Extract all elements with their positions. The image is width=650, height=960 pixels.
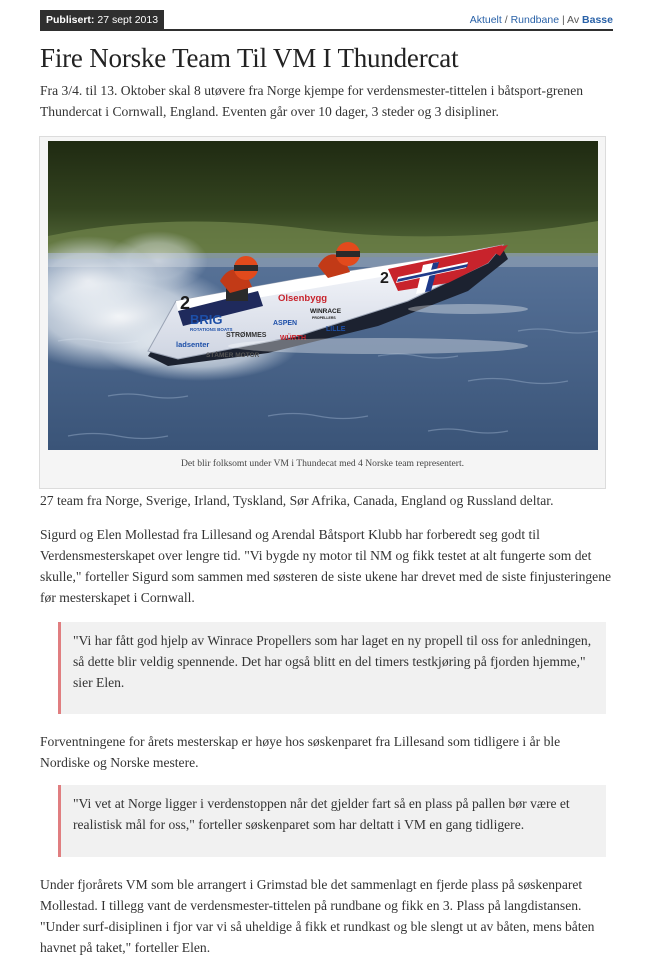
paragraph-expectations: Forventningene for årets mesterskap er høye hos søskenparet fra Lillesand som tidligere i år ble Nordiske og Norske mestere. [40, 734, 561, 770]
pull-quote: "Vi vet at Norge ligger i verdenstoppen når det gjelder fart så en plass på pallen bør være et realistisk mål for oss," forteller søskenparet som har deltatt i VM en gang tidligere. [58, 785, 606, 857]
paragraph-participants: 27 team fra Norge, Sverige, Irland, Tyskland, Sør Afrika, Canada, England og Russland deltar. [40, 493, 554, 508]
published-badge [40, 10, 164, 30]
hull-sponsor-1: Olsenbygg [278, 293, 328, 304]
hull-sponsor-2: STRØMMES [226, 332, 267, 339]
byline-label: Av [567, 14, 580, 26]
hull-sponsor-7: LILLE [326, 326, 346, 333]
paragraph-preparation: Sigurd og Elen Mollestad fra Lillesand og Arendal Båtsport Klubb har forberedt seg godt til Verdensmesterskapet over lengre tid. "Vi bygde ny motor til NM og fikk testet at alt fungerte som det skulle," forteller Sigurd som sammen med søsteren de siste ukene har drevet med de siste finjusteringene før mesterskapet i Cornwall. [40, 527, 612, 605]
pull-quote: "Vi har fått god hjelp av Winrace Propellers som har laget en ny propell til oss for anledningen, så dette blir veldig spennende. Det har også blitt en del timers testkjøring på fjorden hjemme," sier Elen. [58, 622, 606, 714]
byline-pipe: | [561, 14, 565, 26]
hull-number-rear: 2 [180, 293, 191, 313]
article-figure [39, 136, 606, 489]
hull-sponsor-3: ASPEN [273, 320, 298, 327]
category-link-rundbane[interactable]: Rundbane [510, 14, 560, 26]
breadcrumb-separator: / [504, 14, 508, 26]
author-link[interactable]: Basse [582, 14, 613, 26]
published-date: 27 sept 2013 [97, 14, 159, 26]
article-lead: Fra 3/4. til 13. Oktober skal 8 utøvere fra Norge kjempe for verdensmester-tittelen i båtsport-grenen Thundercat i Cornwall, England. Eventen går over 10 dager, 3 steder og 3 disipliner. [40, 83, 584, 119]
photo-caption: Det blir folksomt under VM i Thundecat med 4 Norske team representert. [180, 458, 465, 469]
hull-sponsor-4-sub: PROPELLERS [312, 316, 336, 320]
hull-brand-sub: ROTATIONS BOATS [190, 327, 233, 332]
byline [470, 12, 613, 28]
article-meta-bar [40, 10, 613, 31]
boat-photo [48, 141, 598, 450]
article-title: Fire Norske Team Til VM I Thundercat [40, 43, 459, 73]
hull-sponsor-5: ladsenter [176, 340, 210, 349]
paragraph-last-year: Under fjorårets VM som ble arrangert i Grimstad ble det sammenlagt en fjerde plass på søskenparet Mollestad. I tillegg vant de verdensmester-tittelen på rundbane og fikk en 3. Plass på langdistansen. "Under surf-disiplinen i fjor var vi så uheldige å fikk et rundkast og ble slengt ut av båten, mens båten havnet på taket," forteller Elen. [40, 877, 595, 955]
hull-brand: BRIG [190, 312, 223, 327]
published-label: Publisert: [46, 14, 95, 26]
hull-sponsor-8: STÅMER MOTOR [206, 352, 260, 359]
hull-sponsor-6: WÜRTH [280, 335, 307, 342]
category-link-aktuelt[interactable]: Aktuelt [469, 14, 502, 26]
hull-sponsor-4: WINRACE [310, 308, 342, 315]
hull-number-front: 2 [380, 270, 389, 287]
